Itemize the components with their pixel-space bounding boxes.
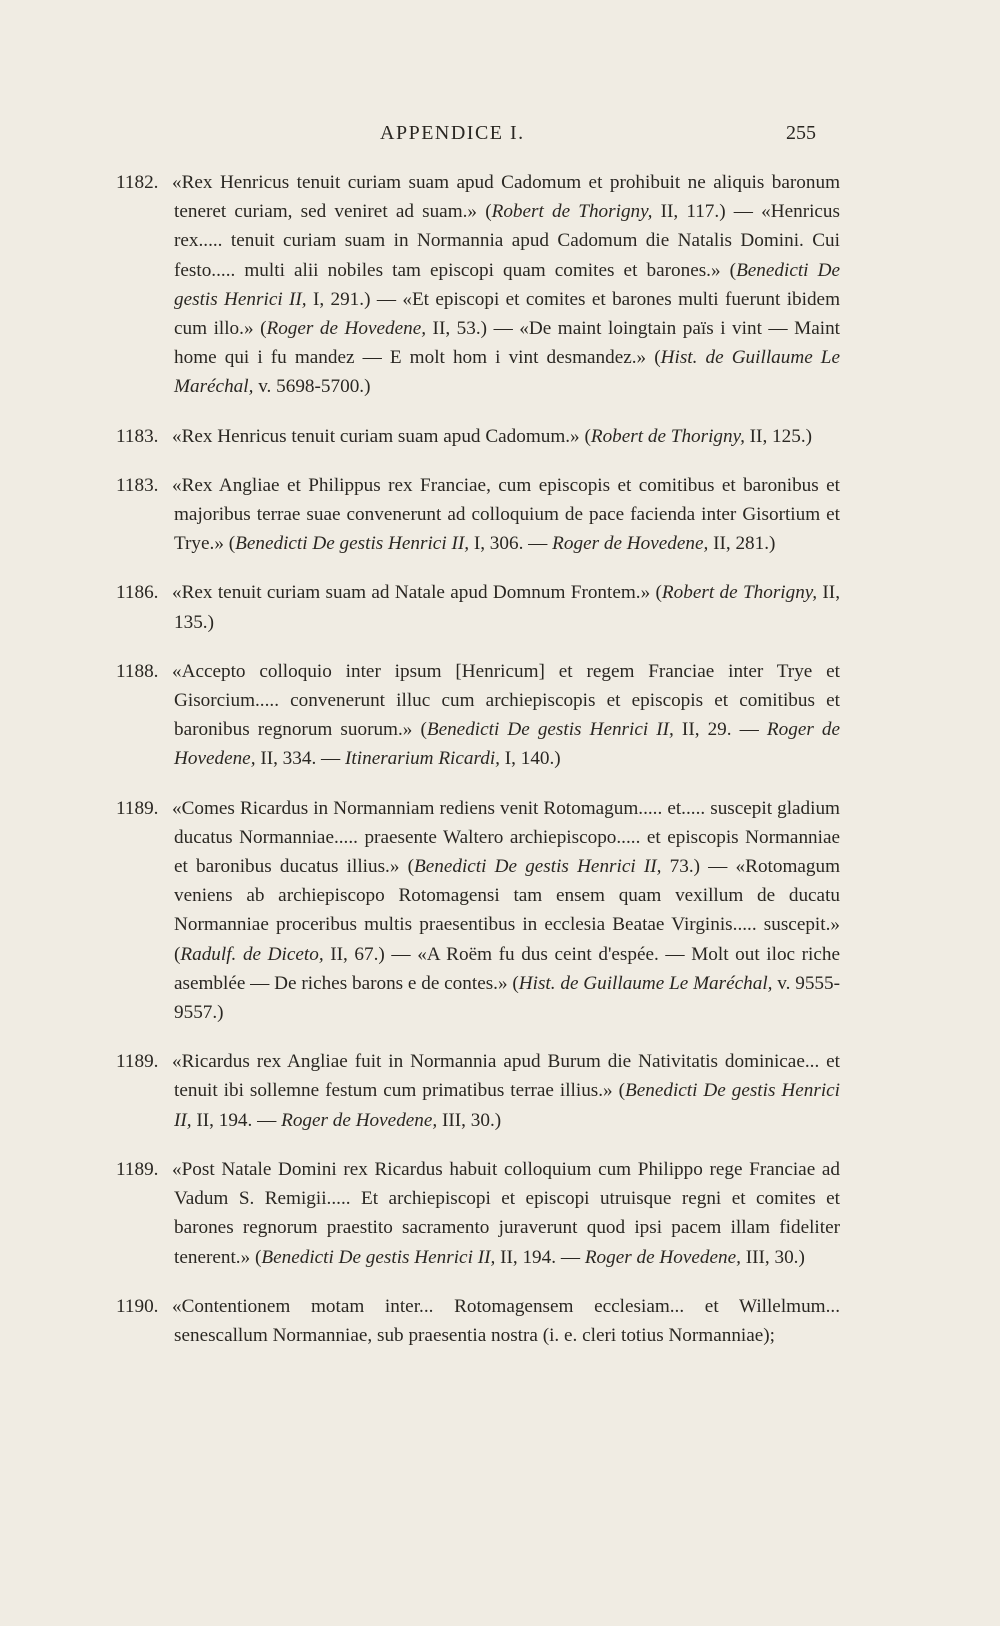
- running-head: [0, 122, 1000, 152]
- entry: [116, 657, 840, 774]
- entry: [116, 1292, 840, 1350]
- entry-text-segment: «Rex Henricus tenuit curiam suam apud Cadomum.» (: [172, 425, 591, 447]
- source-citation: Benedicti De gestis Henrici II,: [235, 533, 470, 555]
- source-citation: Robert de Thorigny,: [661, 582, 818, 604]
- source-citation: Radulf. de Diceto,: [180, 943, 324, 965]
- appendix-entries: [116, 168, 840, 1370]
- entry-text-segment: II, 125.): [744, 425, 813, 447]
- entry: [116, 578, 840, 636]
- source-citation: Itinerarium Ricardi,: [345, 748, 500, 770]
- entry-text: [174, 1292, 840, 1350]
- source-citation: Roger de Hovedene,: [174, 719, 840, 770]
- source-citation: Roger de Hovedene,: [281, 1109, 438, 1131]
- entry-text: [174, 422, 840, 451]
- entry-text-segment: I, 306. —: [469, 533, 553, 555]
- entry-text-segment: I, 140.): [499, 748, 561, 770]
- entry-text: [174, 657, 840, 774]
- entry-text-segment: v. 9555-9557.): [174, 972, 840, 1024]
- entry-year: 1186.: [116, 582, 159, 604]
- source-citation: Benedicti De gestis Henrici II,: [174, 259, 840, 310]
- entry: [116, 422, 840, 451]
- entry: [116, 471, 840, 559]
- source-citation: Roger de Hovedene,: [552, 533, 709, 555]
- entry-text: [174, 168, 840, 402]
- entry: [116, 1047, 840, 1135]
- entry-text-segment: III, 30.): [740, 1246, 805, 1268]
- entry-text-segment: II, 53.) — «De maint loingtain païs i vint — Maint home qui i fu mandez — E molt hom i vint desmandez.» (: [174, 318, 840, 369]
- entry-text-segment: «Rex tenuit curiam suam ad Natale apud Domnum Frontem.» (: [172, 582, 662, 604]
- entry-text-segment: II, 29. —: [673, 719, 767, 741]
- entry-text-segment: «Comes Ricardus in Normanniam rediens venit Rotomagum..... et..... suscepit gladium ducatus Normanniae..... praesente Waltero archiepiscopo..... et episcopis Normanniae et baronibus ducatus illius.» (: [172, 797, 840, 878]
- entry-text-segment: «Contentionem motam inter... Rotomagensem ecclesiam... et Willelmum... senescallum Normanniae, sub praesentia nostra (i. e. cleri totius Normanniae);: [172, 1295, 840, 1346]
- entry-text-segment: «Rex Henricus tenuit curiam suam apud Cadomum et prohibuit ne aliquis baronum teneret curiam, sed veniret ad suam.» (: [172, 172, 840, 223]
- entry-text-segment: 73.) — «Rotomagum veniens ab archiepiscopo Rotomagensi tam ensem quam vexillum de ducatu Normanniae proceribus multis praesentibus in ecclesia Beatae Virginis..... suscepit.» (: [174, 856, 841, 965]
- entry-text: [174, 471, 840, 559]
- entry-text-segment: «Ricardus rex Angliae fuit in Normannia apud Burum die Nativitatis dominicae... et tenuit ibi sollemne festum cum primatibus terrae illius.» (: [172, 1051, 840, 1102]
- source-citation: Benedicti De gestis Henrici II,: [174, 1080, 840, 1131]
- entry-text-segment: «Rex Angliae et Philippus rex Franciae, cum episcopis et comitibus et baronibus et majoribus terrae suae convenerunt ad colloquium de pace facienda inter Gisortium et Trye.» (: [172, 474, 840, 555]
- entry-year: 1190.: [116, 1295, 159, 1317]
- entry-text-segment: II, 334. —: [255, 748, 346, 770]
- entry-text-segment: «Post Natale Domini rex Ricardus habuit colloquium cum Philippo rege Franciae ad Vadum S. Remigii..... Et archiepiscopi et episcopi utruisque regni et comites et barones regnorum praestito sacramento juraverunt quod ipsi pacem illam fideliter tenerent.» (: [172, 1158, 840, 1268]
- entry-year: 1183.: [116, 474, 159, 496]
- entry-year: 1183.: [116, 425, 159, 447]
- source-citation: Benedicti De gestis Henrici II,: [414, 856, 662, 878]
- entry-text-segment: II, 194. —: [495, 1246, 585, 1268]
- entry-text-segment: «Accepto colloquio inter ipsum [Henricum] et regem Franciae inter Trye et Gisorcium..... convenerunt illuc cum archiepiscopis et episcopis et comitibus et baronibus regnorum suorum.» (: [172, 660, 840, 741]
- page-number: 255: [786, 122, 816, 144]
- source-citation: Hist. de Guillaume Le Maréchal,: [174, 347, 840, 398]
- entry-text: [174, 1155, 840, 1272]
- source-citation: Hist. de Guillaume Le Maréchal,: [518, 972, 773, 994]
- entry-text-segment: III, 30.): [437, 1109, 502, 1131]
- entry-year: 1182.: [116, 172, 159, 193]
- entry-year: 1189.: [116, 797, 159, 819]
- entry-year: 1188.: [116, 660, 159, 682]
- source-citation: Robert de Thorigny,: [491, 201, 653, 223]
- entry: [116, 794, 840, 1028]
- entry-text-segment: II, 194. —: [191, 1109, 282, 1131]
- entry-text-segment: II, 117.) — «Henricus rex..... tenuit curiam suam in Normannia apud Cadomum die Natalis Domini. Cui festo..... multi alii nobiles tam episcopi quam comites et barones.» (: [174, 201, 840, 281]
- entry-text-segment: v. 5698-5700.): [253, 376, 371, 398]
- source-citation: Roger de Hovedene,: [266, 318, 427, 340]
- source-citation: Benedicti De gestis Henrici II,: [261, 1246, 496, 1268]
- source-citation: Roger de Hovedene,: [584, 1246, 741, 1268]
- entry: [116, 1155, 840, 1272]
- entry: [116, 168, 840, 402]
- source-citation: Robert de Thorigny,: [590, 425, 745, 447]
- entry-text-segment: I, 291.) — «Et episcopi et comites et barones multi fuerunt ibidem cum illo.» (: [174, 288, 840, 340]
- entry-year: 1189.: [116, 1158, 159, 1180]
- entry-text-segment: II, 135.): [174, 582, 840, 633]
- entry-year: 1189.: [116, 1051, 159, 1073]
- entry-text: [174, 794, 840, 1028]
- running-title: APPENDICE I.: [380, 122, 525, 144]
- entry-text-segment: II, 67.) — «A Roëm fu dus ceint d'espée. — Molt out iloc riche asemblée — De riches barons e de contes.» (: [174, 943, 841, 994]
- entry-text: [174, 578, 840, 636]
- source-citation: Benedicti De gestis Henrici II,: [426, 719, 674, 741]
- entry-text: [174, 1047, 840, 1135]
- entry-text-segment: II, 281.): [708, 533, 776, 555]
